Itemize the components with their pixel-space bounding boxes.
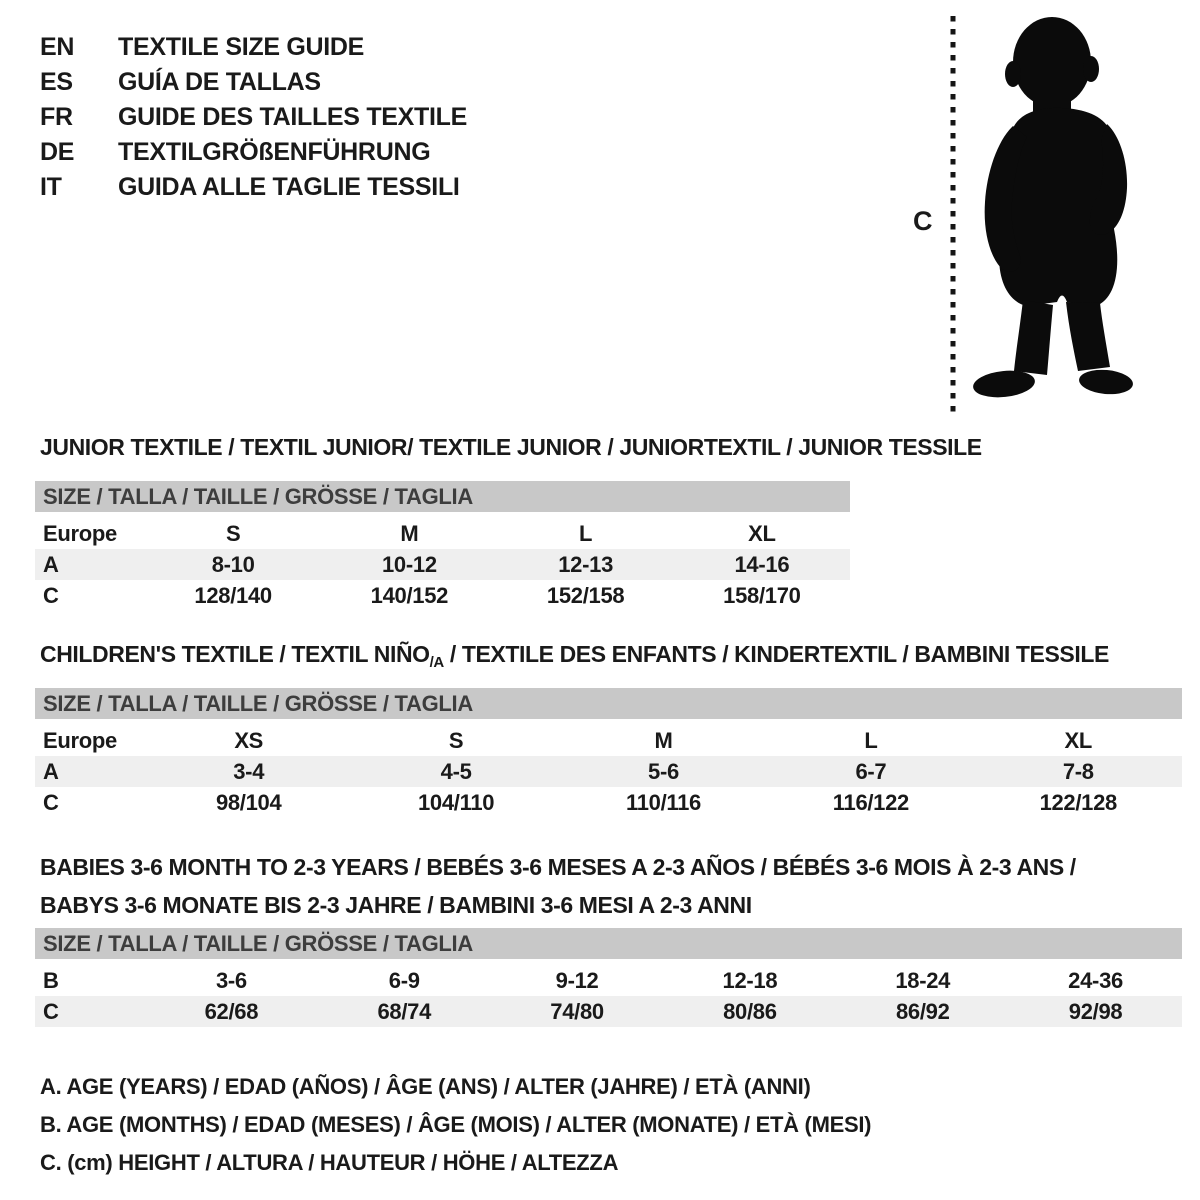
guide-title-en: TEXTILE SIZE GUIDE [118, 33, 365, 61]
legend-age-years: A. AGE (YEARS) / EDAD (AÑOS) / ÂGE (ANS) / ALTER (JAHRE) / ETÀ (ANNI) [40, 1074, 811, 1099]
height-cell: 74/80 [550, 998, 604, 1024]
row-label: C [43, 582, 59, 608]
babies-months-row [35, 965, 1182, 996]
height-cell: 128/140 [194, 582, 272, 608]
size-cell: S [448, 727, 464, 753]
age-cell: 7-8 [1062, 758, 1094, 784]
height-cell: 68/74 [377, 998, 432, 1024]
children-section-title [40, 641, 1109, 671]
language-code: ES [40, 68, 73, 96]
row-label: B [43, 967, 59, 993]
months-cell: 18-24 [895, 967, 951, 993]
age-cell: 14-16 [734, 551, 790, 577]
junior-size-table [35, 481, 850, 611]
row-label: C [43, 789, 59, 815]
row-label: Europe [43, 520, 117, 546]
guide-title-fr: GUIDE DES TAILLES TEXTILE [118, 103, 468, 131]
language-row-es [40, 65, 467, 100]
size-cell: M [400, 520, 419, 546]
height-cell: 158/170 [723, 582, 801, 608]
height-cell: 62/68 [204, 998, 259, 1024]
size-cell: XL [748, 520, 776, 546]
height-cell: 152/158 [546, 582, 625, 608]
age-cell: 10-12 [381, 551, 437, 577]
height-cell: 110/116 [625, 789, 701, 815]
months-cell: 9-12 [555, 967, 599, 993]
height-measure-figure [895, 8, 1165, 423]
children-height-row [35, 787, 1182, 818]
height-cell: 92/98 [1068, 998, 1123, 1024]
babies-title-line1: BABIES 3-6 MONTH TO 2-3 YEARS / BEBÉS 3-6 MESES A 2-3 AÑOS / BÉBÉS 3-6 MOIS À 2-3 ANS / [40, 854, 1076, 880]
guide-title-it: GUIDA ALLE TAGLIE TESSILI [118, 173, 460, 201]
guide-title-es: GUÍA DE TALLAS [118, 68, 321, 96]
babies-height-row [35, 996, 1182, 1027]
months-cell: 24-36 [1068, 967, 1123, 993]
height-cell: 104/110 [417, 789, 495, 815]
size-cell: XS [234, 727, 264, 753]
size-cell: M [654, 727, 673, 753]
junior-age-row [35, 549, 850, 580]
size-cell: L [864, 727, 878, 753]
legend-block [40, 1068, 871, 1182]
junior-europe-row [35, 518, 850, 549]
language-code: IT [40, 173, 62, 201]
junior-size-header: SIZE / TALLA / TAILLE / GRÖSSE / TAGLIA [35, 481, 850, 512]
children-size-table [35, 688, 1182, 818]
babies-size-header: SIZE / TALLA / TAILLE / GRÖSSE / TAGLIA [35, 928, 1182, 959]
babies-section-title [40, 848, 1076, 924]
language-code: FR [40, 103, 73, 131]
children-europe-row [35, 725, 1182, 756]
language-code: DE [40, 138, 75, 166]
language-code: EN [40, 33, 75, 61]
row-label: A [43, 758, 59, 784]
toddler-silhouette-icon [963, 16, 1151, 414]
junior-section-title: JUNIOR TEXTILE / TEXTIL JUNIOR/ TEXTILE JUNIOR / JUNIORTEXTIL / JUNIOR TESSILE [40, 434, 982, 460]
children-title-post: / TEXTILE DES ENFANTS / KINDERTEXTIL / BAMBINI TESSILE [443, 641, 1109, 667]
height-cell: 86/92 [895, 998, 950, 1024]
height-cell: 122/128 [1039, 789, 1117, 815]
language-title-block [40, 30, 467, 205]
guide-title-de: TEXTILGRÖßENFÜHRUNG [118, 138, 431, 166]
children-age-row [35, 756, 1182, 787]
age-cell: 3-4 [233, 758, 265, 784]
height-cell: 116/122 [832, 789, 909, 815]
size-cell: XL [1064, 727, 1093, 753]
children-title-pre: CHILDREN'S TEXTILE / TEXTIL NIÑO [40, 641, 430, 667]
babies-size-table [35, 928, 1182, 1027]
height-cell: 140/152 [370, 582, 449, 608]
age-cell: 4-5 [440, 758, 472, 784]
junior-height-row [35, 580, 850, 611]
age-cell: 5-6 [648, 758, 679, 784]
size-cell: S [225, 520, 241, 546]
children-size-header: SIZE / TALLA / TAILLE / GRÖSSE / TAGLIA [35, 688, 1182, 719]
age-cell: 6-7 [855, 758, 887, 784]
size-cell: L [579, 520, 593, 546]
babies-title-line2: BABYS 3-6 MONATE BIS 2-3 JAHRE / BAMBINI 3-6 MESI A 2-3 ANNI [40, 892, 752, 918]
legend-age-months: B. AGE (MONTHS) / EDAD (MESES) / ÂGE (MOIS) / ALTER (MONATE) / ETÀ (MESI) [40, 1112, 872, 1137]
language-row-en [40, 30, 467, 65]
row-label: C [43, 998, 59, 1024]
height-cell: 98/104 [215, 789, 282, 815]
language-row-fr [40, 100, 467, 135]
measure-c-label: C [913, 206, 933, 236]
height-dashed-line-icon [949, 16, 957, 416]
row-label: Europe [43, 727, 117, 753]
language-row-de [40, 135, 467, 170]
height-cell: 80/86 [723, 998, 777, 1024]
language-row-it [40, 170, 467, 205]
months-cell: 12-18 [722, 967, 778, 993]
age-cell: 8-10 [211, 551, 255, 577]
months-cell: 3-6 [215, 967, 247, 993]
age-cell: 12-13 [558, 551, 614, 577]
months-cell: 6-9 [388, 967, 420, 993]
row-label: A [43, 551, 59, 577]
children-title-subscript: /A [429, 654, 444, 671]
legend-height-cm: C. (cm) HEIGHT / ALTURA / HAUTEUR / HÖHE / ALTEZZA [40, 1150, 619, 1175]
